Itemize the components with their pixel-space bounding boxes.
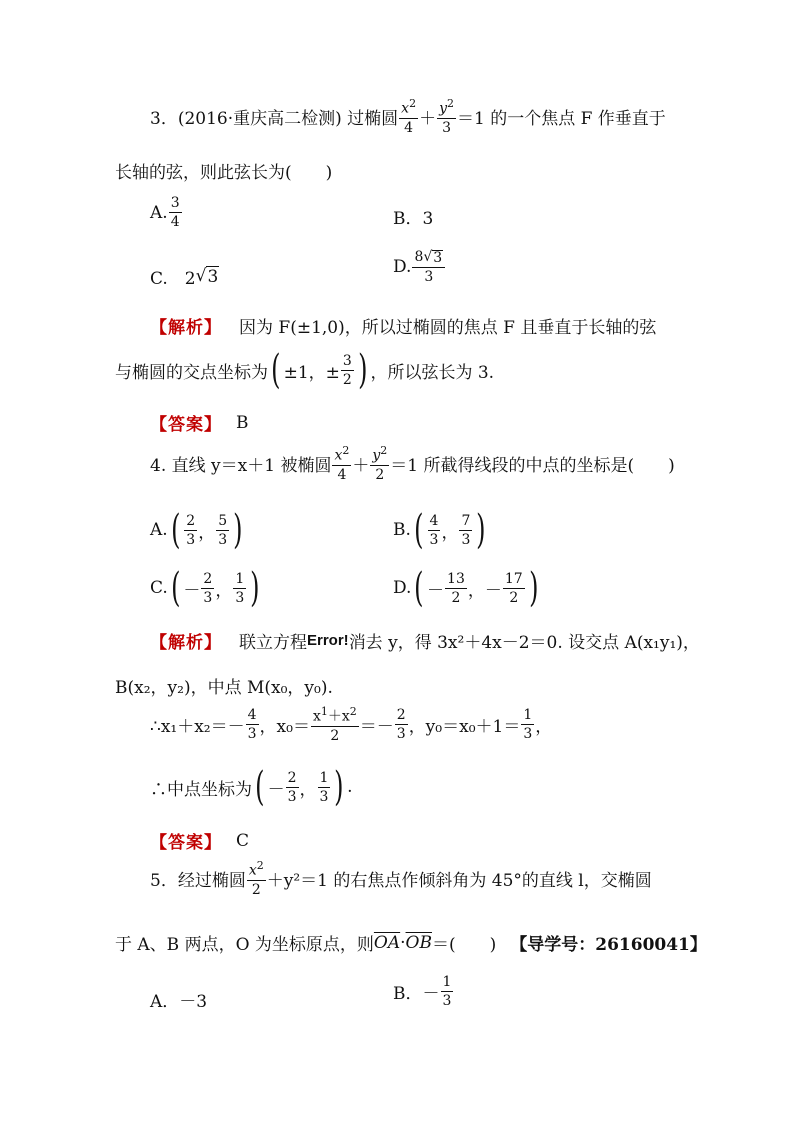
q3-stem-text2: ＝1 的一个焦点 F 作垂直于 [456, 108, 666, 129]
q3-option-c-rad: 3 [207, 267, 219, 287]
q5-option-a [150, 987, 207, 1012]
q3-option-c [150, 264, 219, 289]
q4-analysis-text1: 联立方程 [222, 633, 307, 653]
q4-analysis-sum: ∴x₁＋x₂＝－ [150, 716, 245, 737]
q3-option-b [393, 204, 433, 229]
q4-frac-y2-2: $\frac{y^2}{2}$ [372, 444, 388, 483]
q5-option-b-label: B．－ [393, 984, 440, 1004]
q5-option-b-num: 1 [442, 974, 452, 990]
q3-analysis-text2: 与椭圆的交点坐标为 [115, 362, 268, 383]
q3-answer-tag: 【答案】 [150, 415, 222, 435]
q4-option-d: D. ( － $\frac{13}{2}$ ， － $\frac{17}{2}$ ) [393, 565, 539, 611]
q4-analysis-line2 [115, 673, 333, 698]
q3-analysis-line1 [150, 313, 656, 338]
q3-analysis-text3: ，所以弦长为 3. [370, 362, 495, 383]
q3-analysis-frac [341, 354, 354, 387]
q4-answer [150, 828, 249, 853]
q3-option-d-coef: 8 [414, 249, 424, 265]
q4-analysis-line4: ∴中点坐标为 ( － $\frac{2}{3}$ ， $\frac{1}{3}$ ) . [150, 764, 353, 810]
q5-stem-text2: ＋y²＝1 的右焦点作倾斜角为 45°的直线 l，交椭圆 [266, 870, 652, 891]
q5-stem-text3: 于 A、B 两点，O 为坐标原点，则 [115, 935, 374, 955]
q3-analysis-line2: 与椭圆的交点坐标为 ( ±1，± $\frac{3}{2}$ ) ，所以弦长为 3. [115, 347, 495, 393]
q3-option-a-num: 3 [170, 195, 180, 211]
q4-option-c: C. ( － $\frac{2}{3}$ ， $\frac{1}{3}$ ) [150, 565, 260, 611]
q3-analysis-text1: 因为 F(±1,0)，所以过椭圆的焦点 F 且垂直于长轴的弦 [222, 318, 657, 338]
q4-analysis-line3: ∴x₁＋x₂＝－ $\frac{4}{3}$ ，x₀＝ $\frac{x^1+x^2}{2}$ ＝－ $\frac{2}{3}$ ，y₀＝x₀＋1＝ $\frac{1}{3}$ ， [150, 705, 553, 744]
q3-option-d-den: 3 [424, 269, 434, 285]
q3-analysis-num: 3 [342, 352, 352, 369]
q3-stem-line1: 3．(2016·重庆高二检测) 过椭圆 $\frac{x^2}{4}$ ＋ $\frac{y^2}{3}$ ＝1 的一个焦点 F 作垂直于 [150, 97, 666, 136]
q4-option-b-label: B. [393, 520, 411, 540]
q5-stem-line2: 于 A、B 两点，O 为坐标原点，则 $\overline{OA}$ · $\overline{OB}$ ＝( ) 【导学号：26160041】 [115, 930, 707, 955]
q4-option-a-label: A. [150, 520, 168, 540]
q4-analysis-x0: ，x₀＝ [259, 716, 310, 737]
q3-option-d-label: D. [393, 257, 412, 277]
q3-x: x [401, 100, 410, 117]
q4-stem-text: 4. 直线 y＝x＋1 被椭圆 [150, 455, 332, 476]
q4-analysis-tag: 【解析】 [150, 633, 222, 653]
q3-option-b-text: B．3 [393, 209, 434, 229]
q3-answer-value: B [236, 412, 249, 433]
q3-frac-x2-4: $\frac{x^2}{4}$ [401, 97, 417, 136]
q4-analysis-y0: ，y₀＝x₀＋1＝ [408, 716, 521, 737]
q3-option-d [393, 250, 446, 284]
q5-option-a-text: A．－3 [150, 992, 208, 1012]
q5-vector-oa: $\overline{OA}$ [373, 932, 401, 953]
q3-stem-text: 3．(2016·重庆高二检测) 过椭圆 [150, 108, 399, 129]
q3-answer [150, 410, 249, 435]
q4-analysis-text3: B(x₂，y₂)，中点 M(x₀，y₀). [115, 678, 333, 698]
q3-y: y [439, 100, 447, 117]
q3-option-a [150, 196, 183, 229]
q3-stem-text3: 长轴的弦，则此弦长为( ) [115, 163, 333, 183]
q4-analysis-midpoint: ∴中点坐标为 [150, 779, 252, 800]
q5-option-b-den: 3 [442, 993, 452, 1009]
q3-den3: 3 [442, 119, 451, 136]
q4-analysis-eq: ＝－ [359, 716, 394, 737]
q4-error-text: Error! [307, 632, 349, 649]
q4-option-d-label: D. [393, 578, 412, 598]
q3-option-a-label: A. [150, 202, 168, 223]
q3-analysis-den: 2 [342, 371, 352, 388]
q3-analysis-tag: 【解析】 [150, 318, 222, 338]
q5-option-b [393, 975, 454, 1008]
q3-option-a-frac [169, 196, 182, 229]
q4-frac-x2-4: $\frac{x^2}{4}$ [334, 444, 350, 483]
q3-option-d-frac: 8√ 3 3 [412, 250, 445, 284]
q4-stem-text2: ＝1 所截得线段的中点的坐标是( ) [390, 455, 675, 476]
q3-frac-y2-3: $\frac{y^2}{3}$ [439, 97, 454, 136]
q4-option-b: B. ( $\frac{4}{3}$ ， $\frac{7}{3}$ ) [393, 507, 486, 553]
q3-option-d-rad: 3 [433, 250, 443, 266]
q4-answer-tag: 【答案】 [150, 833, 222, 853]
q3-option-c-sqrt: √ 3 [195, 266, 219, 287]
q5-reference-number: 【导学号：26160041】 [510, 935, 707, 955]
q3-option-c-label: C. 2 [150, 269, 196, 289]
q5-stem-text4: ＝( ) [431, 935, 497, 955]
q5-stem-line1: 5．经过椭圆 $\frac{x^2}{2}$ ＋y²＝1 的右焦点作倾斜角为 45°的直线 l，交椭圆 [150, 859, 652, 898]
q3-stem-line2 [115, 158, 332, 183]
q5-vector-ob: $\overline{OB}$ [405, 932, 432, 953]
q4-analysis-line1 [150, 628, 700, 653]
q3-option-a-den: 4 [170, 214, 180, 230]
q4-option-c-label: C. [150, 578, 168, 598]
q3-den4: 4 [404, 119, 414, 136]
q5-stem-text: 5．经过椭圆 [150, 870, 246, 891]
q4-answer-value: C [236, 830, 250, 851]
q4-stem: 4. 直线 y＝x＋1 被椭圆 $\frac{x^2}{4}$ ＋ $\frac{y^2}{2}$ ＝1 所截得线段的中点的坐标是( ) [150, 444, 675, 483]
q3-analysis-point: ±1，± [283, 362, 340, 383]
q4-option-a: A. ( $\frac{2}{3}$ ， $\frac{5}{3}$ ) [150, 507, 243, 553]
q4-analysis-text2: 消去 y，得 3x²＋4x－2＝0. 设交点 A(x₁y₁)， [348, 633, 700, 653]
